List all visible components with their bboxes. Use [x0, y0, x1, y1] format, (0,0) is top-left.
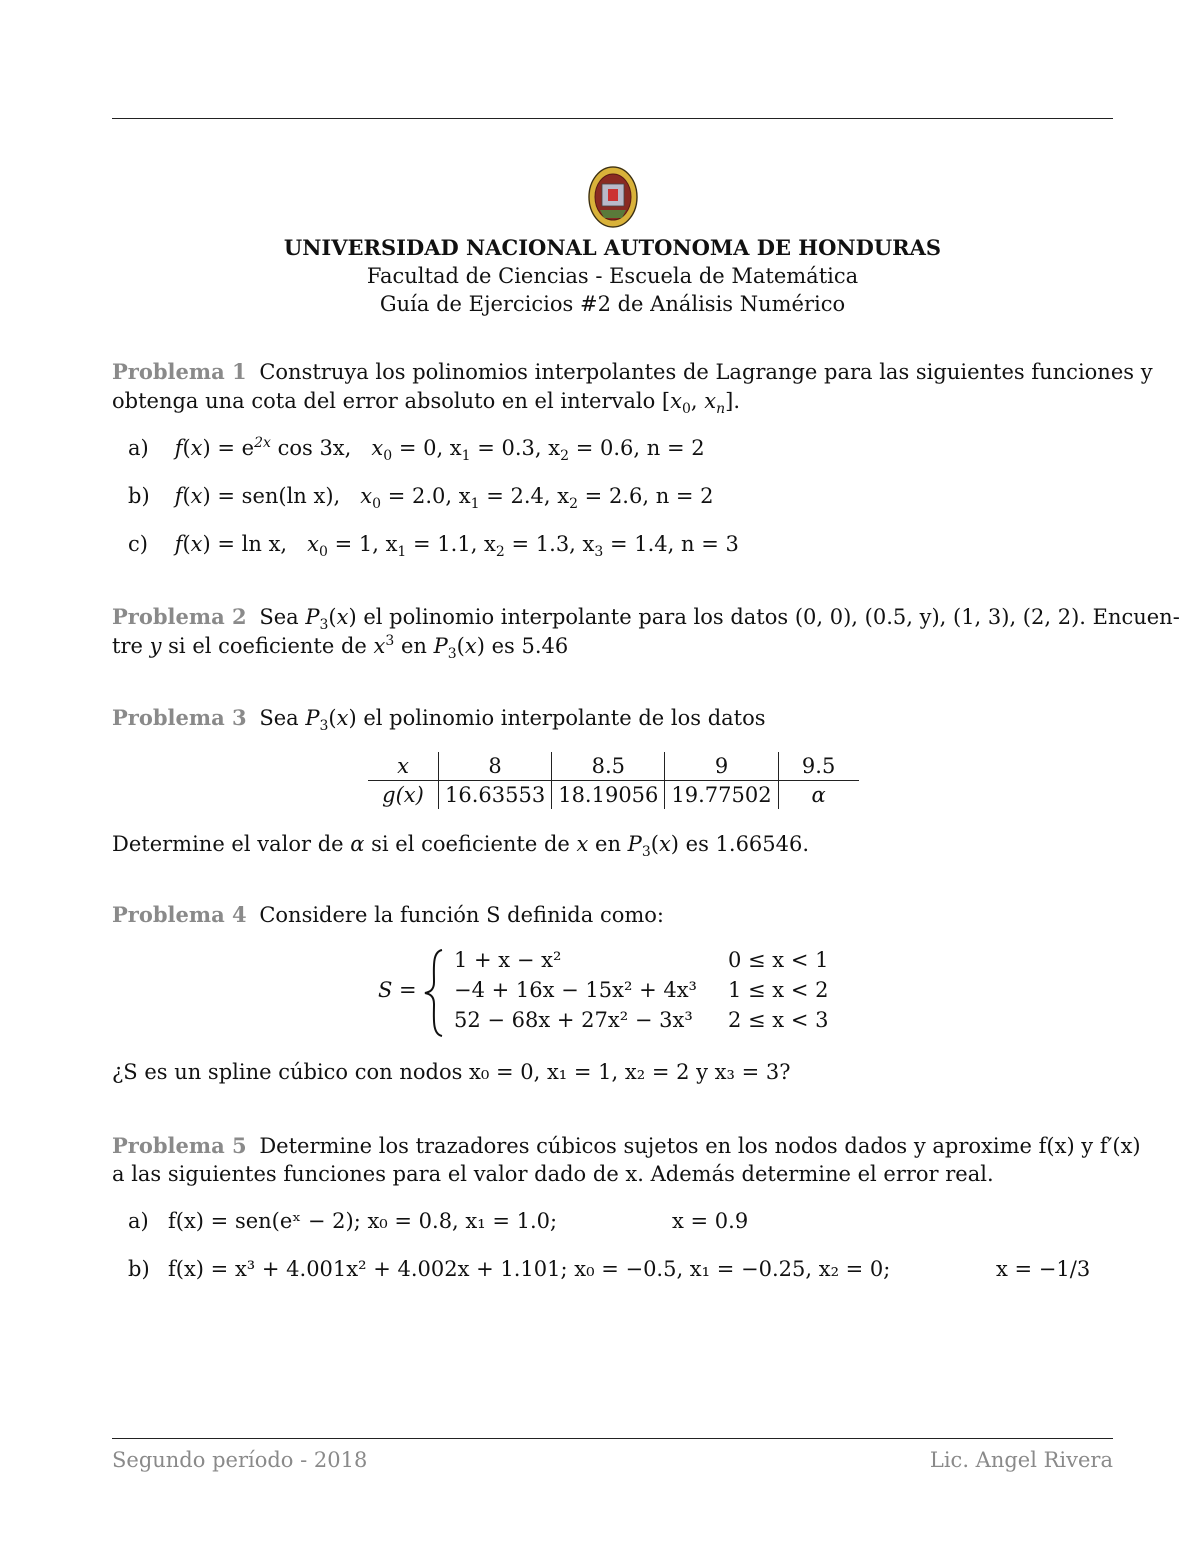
problem-5-item-a: a) f(x) = sen(eˣ − 2); x₀ = 0.8, x₁ = 1.0;: [128, 1209, 558, 1233]
piecewise-definition: S = 1 + x − x² 0 ≤ x < 1 −4 + 16x − 15x² + 4x³ 1 ≤ x < 2 52 − 68x + 27x² − 3x³ 2 ≤ x < 3: [378, 948, 858, 1038]
university-seal-logo: [588, 166, 638, 228]
footer-period: Segundo período - 2018: [112, 1448, 368, 1472]
piece-2-cond: 1 ≤ x < 2: [728, 978, 829, 1002]
problem-5-label: Problema 5: [112, 1133, 247, 1158]
problem-1-label: Problema 1: [112, 359, 247, 384]
problem-2-line-1: Problema 2 Sea $P_3(x)$ el polinomio interpolante para los datos (0, 0), (0.5, y), (1, 3), (2, 2). Encuen-: [112, 604, 1180, 634]
faculty-name: Facultad de Ciencias - Escuela de Matemática: [366, 264, 859, 288]
problem-4-label: Problema 4: [112, 902, 247, 927]
problem-1-item-a: a) $f(x) = e^{2x}$ cos 3x, $x_0 = 0$, $x_1 = 0.3$, $x_2 = 0.6$, n = 2: [128, 435, 705, 465]
piece-2-expr: −4 + 16x − 15x² + 4x³: [454, 978, 697, 1002]
table-row: x 8 8.5 9 9.5: [368, 752, 859, 781]
problem-5-item-b: b) f(x) = x³ + 4.001x² + 4.002x + 1.101; x₀ = −0.5, x₁ = −0.25, x₂ = 0;: [128, 1257, 891, 1281]
problem-5-item-a-x: x = 0.9: [672, 1209, 749, 1233]
problem-2-line-2: tre y si el coeficiente de $x^3$ en $P_3(x)$ es 5.46: [112, 633, 569, 663]
problem-2-label: Problema 2: [112, 604, 247, 629]
left-brace-icon: [422, 948, 446, 1038]
table-row: g(x) 16.63553 18.19056 19.77502 α: [368, 781, 859, 810]
problem-1-line-2: obtenga una cota del error absoluto en el intervalo [$x_0$, $x_n$].: [112, 389, 740, 418]
problem-5-line-1: Problema 5 Determine los trazadores cúbicos sujetos en los nodos dados y aproxime f(x) y f′(x): [112, 1133, 1141, 1158]
guide-title: Guía de Ejercicios #2 de Análisis Numérico: [379, 292, 846, 316]
piece-1-cond: 0 ≤ x < 1: [728, 948, 829, 972]
problem-4-question: ¿S es un spline cúbico con nodos x₀ = 0, x₁ = 1, x₂ = 2 y x₃ = 3?: [112, 1060, 791, 1084]
problem-5-item-b-x: x = −1/3: [996, 1257, 1091, 1281]
piece-1-expr: 1 + x − x²: [454, 948, 562, 972]
piece-3-expr: 52 − 68x + 27x² − 3x³: [454, 1008, 693, 1032]
problem-1-text-2: obtenga una cota del error absoluto en el intervalo: [112, 389, 656, 413]
problem-1-item-b: b) f(x) = sen(ln x), $x_0 = 2.0$, $x_1 = 2.4$, $x_2 = 2.6$, n = 2: [128, 484, 714, 513]
problem-3-line-2: Determine el valor de α si el coeficiente de x en $P_3(x)$ es 1.66546.: [112, 832, 810, 861]
problem-3-line-1: Problema 3 Sea $P_3(x)$ el polinomio interpolante de los datos: [112, 705, 766, 735]
bottom-rule: [112, 1438, 1113, 1439]
university-name: UNIVERSIDAD NACIONAL AUTONOMA DE HONDURAS: [283, 235, 942, 260]
problem-3-label: Problema 3: [112, 705, 247, 730]
problem-1-text-1: Construya los polinomios interpolantes de Lagrange para las siguientes funciones y: [259, 360, 1153, 384]
footer-author: Lic. Angel Rivera: [929, 1448, 1113, 1472]
top-rule: [112, 118, 1113, 119]
problem-1-item-c: c) f(x) = ln x, $x_0 = 1$, $x_1 = 1.1$, $x_2 = 1.3$, $x_3 = 1.4$, n = 3: [128, 532, 739, 561]
piece-3-cond: 2 ≤ x < 3: [728, 1008, 829, 1032]
problem-1-line-1: [112, 358, 1153, 386]
problem-5-line-2: a las siguientes funciones para el valor dado de x. Además determine el error real.: [112, 1162, 994, 1186]
data-table: [368, 752, 859, 809]
problem-4-line-1: Problema 4 Considere la función S definida como:: [112, 902, 664, 927]
